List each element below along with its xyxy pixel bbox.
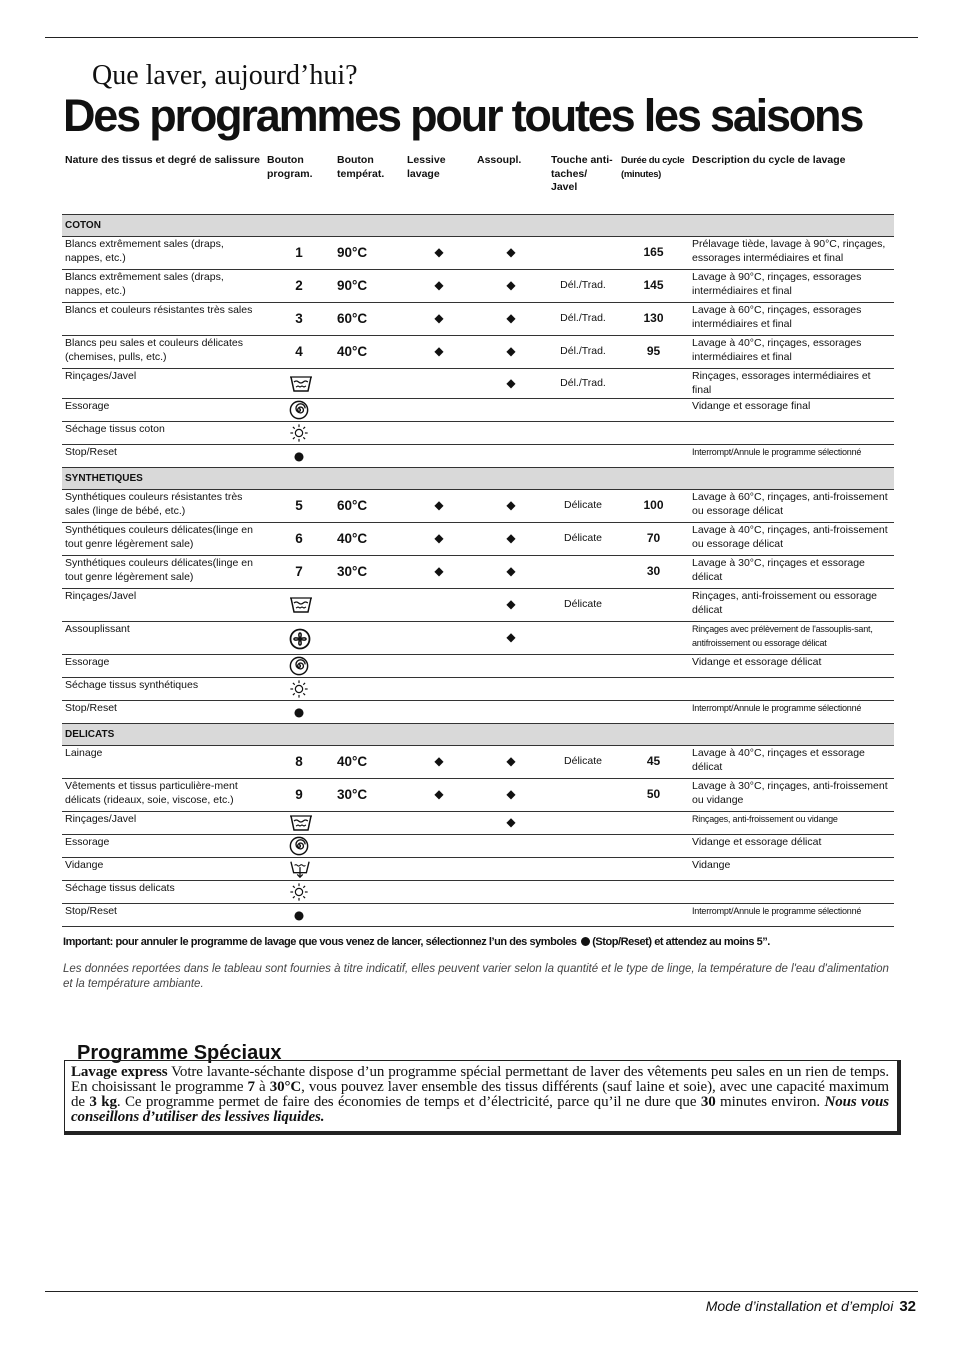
express-text-1: Votre lavante-séchante dispose d’un programme spécial permettant de laver des vêtements peu sales en un rien de temps. En choisissant le programme — [71, 1064, 890, 1095]
row-temperature — [334, 445, 404, 468]
row-duree — [618, 399, 689, 422]
page-footer — [706, 1298, 916, 1315]
row-program — [264, 678, 334, 701]
row-nature: Rinçages/Javel — [62, 589, 264, 622]
express-temp: 30°C — [269, 1079, 302, 1095]
row-duree — [618, 835, 689, 858]
spin-icon — [289, 656, 309, 676]
row-lessive — [404, 904, 474, 927]
row-description: Lavage à 40°C, rinçages, anti-froissement ou essorage délicat — [689, 523, 894, 556]
row-temperature — [334, 858, 404, 881]
table-row — [62, 422, 894, 445]
row-duree — [618, 881, 689, 904]
table-row — [62, 369, 894, 399]
section-row — [62, 468, 894, 490]
section-label: COTON — [62, 215, 894, 237]
row-description — [689, 678, 894, 701]
stop-dot-icon — [289, 446, 309, 466]
row-nature: Synthétiques couleurs délicates(linge en tout genre légèrement sale) — [62, 523, 264, 556]
row-nature: Blancs et couleurs résistantes très sales — [62, 303, 264, 336]
row-program — [264, 422, 334, 445]
table-row — [62, 589, 894, 622]
row-description: Vidange et essorage délicat — [689, 655, 894, 678]
row-temperature — [334, 881, 404, 904]
row-nature: Vidange — [62, 858, 264, 881]
row-touche — [548, 422, 618, 445]
row-program: 2 — [264, 270, 334, 303]
special-programs-box — [64, 1060, 901, 1135]
row-description: Lavage à 90°C, rinçages, essorages intermédiaires et final — [689, 270, 894, 303]
row-nature: Lainage — [62, 746, 264, 779]
stop-dot-icon — [289, 905, 309, 925]
row-nature: Essorage — [62, 399, 264, 422]
row-touche — [548, 835, 618, 858]
row-temperature — [334, 655, 404, 678]
table-row — [62, 881, 894, 904]
table-row — [62, 746, 894, 779]
special-programs-heading: Programme Spéciaux — [77, 1042, 282, 1064]
row-temperature: 40°C — [334, 523, 404, 556]
row-temperature — [334, 678, 404, 701]
row-program — [264, 589, 334, 622]
stop-dot-icon — [581, 937, 590, 946]
row-program: 8 — [264, 746, 334, 779]
row-assoupl — [474, 399, 548, 422]
row-duree — [618, 858, 689, 881]
section-row — [62, 215, 894, 237]
row-touche — [548, 556, 618, 589]
row-temperature: 30°C — [334, 556, 404, 589]
important-notice — [63, 936, 770, 948]
row-assoupl — [474, 422, 548, 445]
row-lessive — [404, 369, 474, 399]
row-touche — [548, 655, 618, 678]
row-assoupl — [474, 835, 548, 858]
row-touche: Délicate — [548, 490, 618, 523]
express-label: Lavage express — [71, 1064, 168, 1080]
row-description: Lavage à 60°C, rinçages, essorages intermédiaires et final — [689, 303, 894, 336]
row-description: Rinçages avec prélèvement de l'assouplis-sant, antifroissement ou essorage délicat — [689, 622, 894, 655]
row-program — [264, 701, 334, 724]
table-row — [62, 622, 894, 655]
row-temperature: 90°C — [334, 270, 404, 303]
row-temperature — [334, 904, 404, 927]
table-row — [62, 336, 894, 369]
row-touche — [548, 701, 618, 724]
row-lessive — [404, 622, 474, 655]
row-touche — [548, 881, 618, 904]
row-assoupl — [474, 701, 548, 724]
row-duree — [618, 678, 689, 701]
row-duree: 130 — [618, 303, 689, 336]
table-row — [62, 270, 894, 303]
row-description: Rinçages, anti-froissement ou essorage délicat — [689, 589, 894, 622]
row-touche — [548, 858, 618, 881]
express-text-3: , vous pouvez laver ensemble des tissus différents (sauf laine et soie), avec une capacité maximum de — [71, 1079, 889, 1110]
row-nature: Essorage — [62, 655, 264, 678]
table-row — [62, 523, 894, 556]
row-program — [264, 399, 334, 422]
col-bouton-temp: Bouton températ. — [334, 152, 404, 215]
row-lessive: ◆ — [404, 490, 474, 523]
row-temperature — [334, 622, 404, 655]
table-row — [62, 904, 894, 927]
row-touche — [548, 399, 618, 422]
row-duree — [618, 812, 689, 835]
row-lessive: ◆ — [404, 523, 474, 556]
row-nature: Blancs peu sales et couleurs délicates (chemises, pulls, etc.) — [62, 336, 264, 369]
row-nature: Stop/Reset — [62, 904, 264, 927]
row-assoupl: ◆ — [474, 812, 548, 835]
table-row — [62, 445, 894, 468]
row-program — [264, 622, 334, 655]
table-row — [62, 237, 894, 270]
row-assoupl — [474, 881, 548, 904]
row-duree: 145 — [618, 270, 689, 303]
row-assoupl: ◆ — [474, 746, 548, 779]
row-lessive: ◆ — [404, 556, 474, 589]
row-touche — [548, 237, 618, 270]
col-bouton-program: Bouton program. — [264, 152, 334, 215]
row-description: Rinçages, anti-froissement ou vidange — [689, 812, 894, 835]
col-assoupl: Assoupl. — [474, 152, 548, 215]
row-assoupl: ◆ — [474, 303, 548, 336]
table-row — [62, 779, 894, 812]
row-lessive — [404, 858, 474, 881]
express-minutes: 30 — [700, 1094, 716, 1110]
row-nature: Séchage tissus synthétiques — [62, 678, 264, 701]
row-temperature — [334, 589, 404, 622]
programs-table — [62, 152, 894, 927]
important-text-after: (Stop/Reset) et attendez au moins 5”. — [592, 936, 770, 948]
table-row — [62, 490, 894, 523]
row-temperature: 60°C — [334, 490, 404, 523]
row-duree — [618, 904, 689, 927]
row-touche: Délicate — [548, 523, 618, 556]
row-description: Prélavage tiède, lavage à 90°C, rinçages, essorages intermédiaires et final — [689, 237, 894, 270]
row-nature: Blancs extrêmement sales (draps, nappes, etc.) — [62, 237, 264, 270]
section-label: SYNTHETIQUES — [62, 468, 894, 490]
sun-icon — [289, 423, 309, 443]
table-row — [62, 812, 894, 835]
section-label: DELICATS — [62, 724, 894, 746]
row-touche: Dél./Trad. — [548, 336, 618, 369]
row-nature: Vêtements et tissus particulière-ment délicats (rideaux, soie, viscose, etc.) — [62, 779, 264, 812]
row-lessive — [404, 835, 474, 858]
page-title: Des programmes pour toutes les saisons — [63, 90, 863, 141]
row-lessive: ◆ — [404, 237, 474, 270]
row-program: 1 — [264, 237, 334, 270]
disclaimer-note: Les données reportées dans le tableau sont fournies à titre indicatif, elles peuvent varier selon la quantité et le type de linge, la température de l'eau d'alimentation et la température ambiante. — [63, 963, 889, 990]
table-row — [62, 858, 894, 881]
row-nature: Blancs extrêmement sales (draps, nappes, etc.) — [62, 270, 264, 303]
row-assoupl — [474, 858, 548, 881]
row-assoupl: ◆ — [474, 237, 548, 270]
row-program: 9 — [264, 779, 334, 812]
row-lessive — [404, 399, 474, 422]
row-description — [689, 881, 894, 904]
row-duree — [618, 445, 689, 468]
row-assoupl: ◆ — [474, 336, 548, 369]
row-assoupl: ◆ — [474, 523, 548, 556]
row-description: Vidange — [689, 858, 894, 881]
rinse-icon — [289, 374, 309, 394]
row-program — [264, 858, 334, 881]
row-lessive: ◆ — [404, 746, 474, 779]
row-temperature — [334, 399, 404, 422]
row-temperature: 30°C — [334, 779, 404, 812]
row-lessive — [404, 812, 474, 835]
express-advice: Nous vous conseillons d’utiliser des lessives liquides. — [71, 1094, 889, 1125]
row-nature: Synthétiques couleurs résistantes très sales (linge de bébé, etc.) — [62, 490, 264, 523]
table-row — [62, 678, 894, 701]
row-nature: Séchage tissus coton — [62, 422, 264, 445]
row-program — [264, 881, 334, 904]
rinse-icon — [289, 813, 309, 833]
row-lessive — [404, 655, 474, 678]
row-program: 6 — [264, 523, 334, 556]
bottom-rule — [45, 1291, 918, 1292]
row-duree — [618, 622, 689, 655]
row-description: Lavage à 30°C, rinçages, anti-froissement ou vidange — [689, 779, 894, 812]
row-touche: Dél./Trad. — [548, 270, 618, 303]
row-touche: Dél./Trad. — [548, 369, 618, 399]
col-lessive: Lessive lavage — [404, 152, 474, 215]
col-description: Description du cycle de lavage — [689, 152, 894, 215]
row-program: 7 — [264, 556, 334, 589]
row-touche — [548, 445, 618, 468]
row-duree: 50 — [618, 779, 689, 812]
row-duree: 45 — [618, 746, 689, 779]
row-description: Interrompt/Annule le programme sélectionné — [689, 445, 894, 468]
row-description: Lavage à 60°C, rinçages, anti-froissement ou essorage délicat — [689, 490, 894, 523]
row-lessive: ◆ — [404, 779, 474, 812]
row-nature: Stop/Reset — [62, 701, 264, 724]
row-program: 5 — [264, 490, 334, 523]
row-program — [264, 904, 334, 927]
row-nature: Rinçages/Javel — [62, 812, 264, 835]
row-lessive: ◆ — [404, 336, 474, 369]
row-duree — [618, 589, 689, 622]
row-assoupl: ◆ — [474, 622, 548, 655]
table-row — [62, 701, 894, 724]
footer-text: Mode d’installation et d’emploi — [705, 1298, 894, 1314]
row-duree — [618, 701, 689, 724]
row-touche: Dél./Trad. — [548, 303, 618, 336]
page-subtitle: Que laver, aujourd’hui? — [92, 60, 358, 91]
col-nature: Nature des tissus et degré de salissure — [62, 152, 264, 215]
row-assoupl: ◆ — [474, 556, 548, 589]
row-temperature — [334, 701, 404, 724]
table-row — [62, 303, 894, 336]
softener-icon — [289, 628, 309, 648]
row-nature: Rinçages/Javel — [62, 369, 264, 399]
express-program: 7 — [247, 1079, 255, 1095]
row-temperature — [334, 835, 404, 858]
row-duree: 100 — [618, 490, 689, 523]
row-description: Vidange et essorage délicat — [689, 835, 894, 858]
row-touche — [548, 904, 618, 927]
row-description — [689, 422, 894, 445]
row-temperature: 60°C — [334, 303, 404, 336]
row-temperature: 90°C — [334, 237, 404, 270]
row-nature: Assouplissant — [62, 622, 264, 655]
section-row — [62, 724, 894, 746]
row-duree — [618, 369, 689, 399]
row-description: Lavage à 40°C, rinçages, essorages intermédiaires et final — [689, 336, 894, 369]
row-description: Vidange et essorage final — [689, 399, 894, 422]
important-text-before: Important: pour annuler le programme de lavage que vous venez de lancer, sélectionnez l’un des symboles — [63, 936, 577, 948]
row-lessive — [404, 589, 474, 622]
row-lessive: ◆ — [404, 303, 474, 336]
col-duree: Durée du cycle (minutes) — [618, 152, 689, 215]
table-row — [62, 556, 894, 589]
row-program: 4 — [264, 336, 334, 369]
row-assoupl — [474, 445, 548, 468]
row-nature: Stop/Reset — [62, 445, 264, 468]
row-temperature — [334, 812, 404, 835]
row-touche — [548, 779, 618, 812]
row-assoupl: ◆ — [474, 779, 548, 812]
row-lessive: ◆ — [404, 270, 474, 303]
row-description: Lavage à 40°C, rinçages et essorage délicat — [689, 746, 894, 779]
row-temperature — [334, 422, 404, 445]
row-assoupl: ◆ — [474, 589, 548, 622]
row-assoupl — [474, 678, 548, 701]
row-duree — [618, 655, 689, 678]
express-text-4: . Ce programme permet de faire des économies de temps et d’électricité, parce qu’il ne dure que — [116, 1094, 701, 1110]
row-description: Rinçages, essorages intermédiaires et final — [689, 369, 894, 399]
row-description: Interrompt/Annule le programme sélectionné — [689, 904, 894, 927]
table-header-row — [62, 152, 894, 215]
col-touche: Touche anti-taches/ Javel — [548, 152, 618, 215]
row-program — [264, 445, 334, 468]
express-text-2: à — [254, 1079, 270, 1095]
spin-icon — [289, 836, 309, 856]
row-nature: Séchage tissus delicats — [62, 881, 264, 904]
row-temperature: 40°C — [334, 336, 404, 369]
table-row — [62, 655, 894, 678]
stop-dot-icon — [289, 702, 309, 722]
row-lessive — [404, 422, 474, 445]
rinse-icon — [289, 595, 309, 615]
row-duree: 165 — [618, 237, 689, 270]
sun-icon — [289, 882, 309, 902]
row-touche — [548, 622, 618, 655]
drain-icon — [289, 859, 309, 879]
row-nature: Essorage — [62, 835, 264, 858]
row-touche — [548, 678, 618, 701]
row-program — [264, 835, 334, 858]
row-temperature — [334, 369, 404, 399]
row-duree: 30 — [618, 556, 689, 589]
top-rule — [45, 37, 918, 38]
row-assoupl: ◆ — [474, 369, 548, 399]
row-description: Lavage à 30°C, rinçages et essorage délicat — [689, 556, 894, 589]
row-program — [264, 655, 334, 678]
row-lessive — [404, 881, 474, 904]
row-program: 3 — [264, 303, 334, 336]
table-row — [62, 399, 894, 422]
sun-icon — [289, 679, 309, 699]
row-description: Interrompt/Annule le programme sélectionné — [689, 701, 894, 724]
row-assoupl: ◆ — [474, 490, 548, 523]
page-number: 32 — [899, 1298, 916, 1315]
row-touche: Délicate — [548, 746, 618, 779]
row-program — [264, 812, 334, 835]
express-capacity: 3 kg — [89, 1094, 117, 1110]
row-temperature: 40°C — [334, 746, 404, 779]
row-duree: 70 — [618, 523, 689, 556]
row-lessive — [404, 678, 474, 701]
row-nature: Synthétiques couleurs délicates(linge en tout genre légèrement sale) — [62, 556, 264, 589]
row-assoupl — [474, 904, 548, 927]
row-assoupl — [474, 655, 548, 678]
row-lessive — [404, 701, 474, 724]
row-touche — [548, 812, 618, 835]
row-touche: Délicate — [548, 589, 618, 622]
row-duree: 95 — [618, 336, 689, 369]
row-assoupl: ◆ — [474, 270, 548, 303]
row-duree — [618, 422, 689, 445]
row-program — [264, 369, 334, 399]
express-text-5: minutes environ. — [715, 1094, 825, 1110]
row-lessive — [404, 445, 474, 468]
spin-icon — [289, 400, 309, 420]
table-row — [62, 835, 894, 858]
